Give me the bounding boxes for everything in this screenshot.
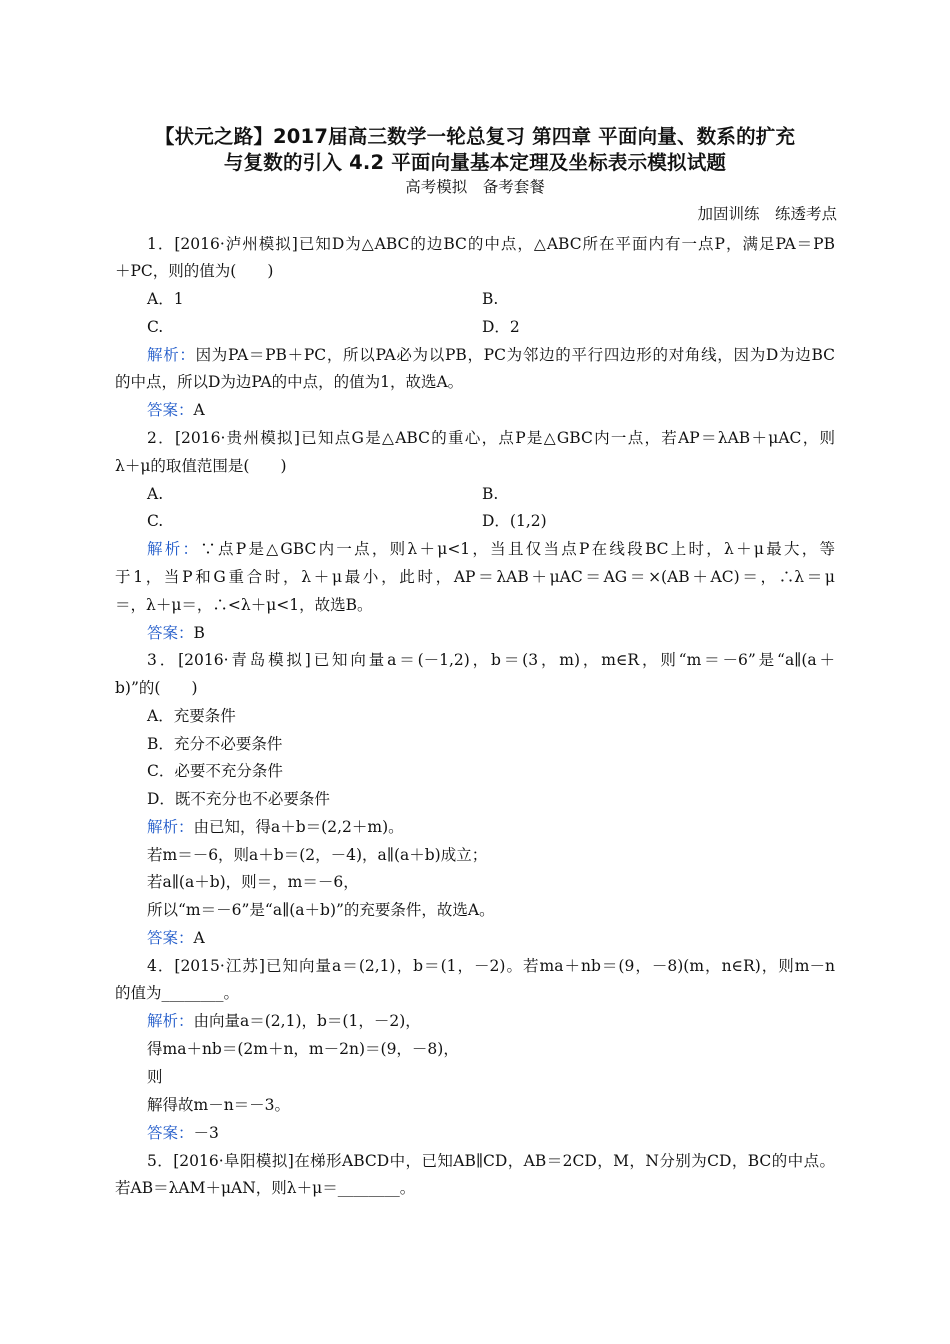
section-heading: 加固训练 练透考点 (697, 205, 837, 223)
q3-answer (147, 927, 867, 949)
document-title-line-2: 与复数的引入 4.2 平面向量基本定理及坐标表示模拟试题 (223, 151, 727, 174)
q1-option-b: B. (482, 290, 499, 308)
q4-analysis-line-4: 解得故m－n＝－3。 (147, 1096, 291, 1114)
q3-analysis-text: 由已知，得a＋b＝(2,2＋m)。 (193, 818, 404, 836)
q1-stem-line-1: 1．[2016·泸州模拟]已知D为△ABC的边BC的中点，△ABC所在平面内有一点P，满足PA＝PB (147, 235, 835, 253)
q2-analysis-line-3: ＝，λ＋μ＝，∴<λ＋μ<1，故选B。 (115, 596, 373, 614)
q2-option-b: B. (482, 485, 499, 503)
q5-stem-line-2: 若AB＝λAM＋μAN，则λ＋μ＝________。 (115, 1179, 416, 1197)
q2-analysis-line-1 (147, 538, 835, 560)
q2-option-a: A. (147, 485, 164, 503)
q3-option-b: B．充分不必要条件 (147, 735, 283, 753)
q3-analysis-line-4: 所以“m＝－6”是“a∥(a＋b)”的充要条件，故选A。 (147, 901, 495, 919)
q1-option-c: C. (147, 318, 164, 336)
analysis-label: 解析： (147, 1012, 194, 1030)
q4-analysis-line-3: 则 (147, 1068, 163, 1086)
q3-stem-line-2: b)”的( ) (115, 679, 198, 697)
q4-analysis-line-1 (147, 1010, 867, 1032)
q4-answer-value: －3 (193, 1124, 219, 1142)
q1-analysis-text: 因为PA＝PB＋PC，所以PA必为以PB，PC为邻边的平行四边形的对角线，因为D为边BC (195, 346, 835, 364)
answer-label: 答案： (147, 401, 194, 419)
q2-analysis-text: ∵点P是△GBC内一点，则λ＋μ<1，当且仅当点P在线段BC上时，λ＋μ最大，等 (200, 540, 835, 558)
q1-analysis-line-2: 的中点，所以D为边PA的中点，的值为1，故选A。 (115, 373, 464, 391)
q4-analysis-text: 由向量a＝(2,1)，b＝(1，－2)， (193, 1012, 421, 1030)
q2-analysis-line-2: 于1，当P和G重合时，λ＋μ最小，此时，AP＝λAB＋μAC＝AG＝×(AB＋AC)＝，∴λ＝μ (115, 568, 835, 586)
q1-answer-value: A (193, 401, 205, 419)
q3-analysis-line-3: 若a∥(a＋b)，则＝，m＝－6， (147, 873, 359, 891)
q3-stem-line-1: 3．[2016·青岛模拟]已知向量a＝(－1,2)，b＝(3，m)，m∈R，则“m＝－6”是“a∥(a＋ (147, 651, 835, 669)
document-subtitle: 高考模拟 备考套餐 (405, 178, 545, 196)
q3-option-a: A．充要条件 (147, 707, 236, 725)
q3-option-d: D．既不充分也不必要条件 (147, 790, 330, 808)
q2-stem-line-2: λ＋μ的取值范围是( ) (115, 457, 287, 475)
q3-answer-value: A (193, 929, 205, 947)
q1-answer (147, 399, 867, 421)
q2-answer-value: B (193, 624, 205, 642)
answer-label: 答案： (147, 929, 194, 947)
q2-stem-line-1: 2．[2016·贵州模拟]已知点G是△ABC的重心，点P是△GBC内一点，若AP＝λAB＋μAC，则 (147, 429, 835, 447)
q3-analysis-line-2: 若m＝－6，则a＋b＝(2，－4)，a∥(a＋b)成立； (147, 846, 488, 864)
document-title-line-1: 【状元之路】2017届高三数学一轮总复习 第四章 平面向量、数系的扩充 (154, 125, 796, 148)
q1-option-a: A．1 (147, 290, 184, 308)
q3-analysis-line-1 (147, 816, 867, 838)
answer-label: 答案： (147, 1124, 194, 1142)
q1-option-d: D．2 (482, 318, 520, 336)
q4-analysis-line-2: 得ma＋nb＝(2m＋n，m－2n)＝(9，－8)， (147, 1040, 459, 1058)
analysis-label: 解析： (147, 818, 194, 836)
q2-answer (147, 622, 867, 644)
q5-stem-line-1: 5．[2016·阜阳模拟]在梯形ABCD中，已知AB∥CD，AB＝2CD，M，N分别为CD，BC的中点。 (147, 1152, 835, 1170)
answer-label: 答案： (147, 624, 194, 642)
q3-option-c: C．必要不充分条件 (147, 762, 283, 780)
q4-answer (147, 1122, 867, 1144)
q4-stem-line-2: 的值为________。 (115, 984, 240, 1002)
analysis-label: 解析： (147, 346, 196, 364)
q2-option-d: D．(1,2) (482, 512, 547, 530)
q2-option-c: C. (147, 512, 164, 530)
q1-analysis-line-1 (147, 344, 835, 366)
q1-stem-line-2: ＋PC，则的值为( ) (115, 262, 274, 280)
q4-stem-line-1: 4．[2015·江苏]已知向量a＝(2,1)，b＝(1，－2)。若ma＋nb＝(9，－8)(m，n∈R)，则m－n (147, 957, 835, 975)
analysis-label: 解析： (147, 540, 201, 558)
